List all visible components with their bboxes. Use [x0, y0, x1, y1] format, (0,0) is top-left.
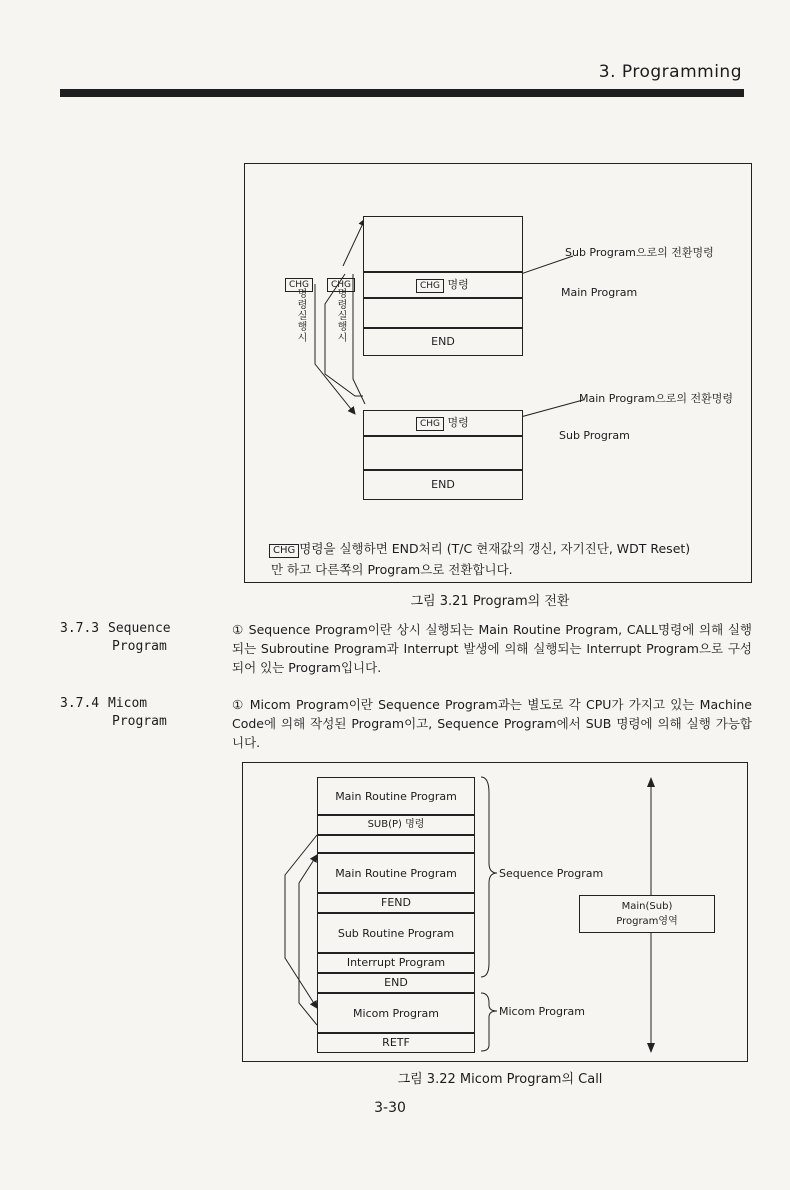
side-label-right: 명령실행시 [335, 288, 346, 343]
figure-3-21 [244, 163, 752, 583]
call-arrow-outer [285, 835, 317, 1008]
block-fend: FEND [317, 893, 475, 913]
brace-micom [481, 993, 497, 1051]
block-end: END [317, 973, 475, 993]
sub-block-end: END [363, 470, 523, 500]
label-sub-program: Sub Program [559, 429, 630, 442]
section-374-body: ① Micom Program이란 Sequence Program과는 별도로 각 CPU가 가지고 있는 Machine Code에 의해 작성된 Program이고, Sequence Program에서 SUB 명령에 의해 실행 가능합니다. [232, 697, 752, 750]
main-block-top [363, 216, 523, 272]
side-chg-left: CHG [285, 272, 313, 292]
section-374-title: Micom Program [108, 696, 167, 729]
main-block-end: END [363, 328, 523, 356]
label-main-program: Main Program [561, 286, 638, 299]
section-374-number: 3.7.4 [60, 696, 100, 711]
figure-3-22 [242, 762, 748, 1062]
label-sub-switch: Sub Program으로의 전환명령 [565, 246, 714, 259]
label-sequence-program: Sequence Program [499, 867, 604, 880]
figure-note-line1: CHG 명령을 실행하면 END처리 (T/C 현재값의 갱신, 자기진단, WDT Reset) [269, 539, 690, 558]
brace-sequence [481, 777, 497, 977]
block-sub-routine: Sub Routine Program [317, 913, 475, 953]
block-micom: Micom Program [317, 993, 475, 1033]
section-373-body: ① Sequence Program이란 상시 실행되는 Main Routine Program, CALL명령에 의해 실행되는 Subroutine Program과 Interrupt 발생에 의해 실행되는 Interrupt Program으로 구성되어 있는 Program입니다. [232, 622, 752, 675]
figure-note-line2: 만 하고 다른쪽의 Program으로 전환합니다. [271, 562, 513, 577]
section-373-title: Sequence Program [108, 621, 171, 654]
return-arrow-inner [299, 855, 317, 1025]
program-area-box: Main(Sub) Program영역 [579, 895, 715, 933]
figure-3-22-caption: 그림 3.22 Micom Program의 Call [397, 1072, 603, 1087]
running-header: 3. Programming [598, 62, 742, 82]
sub-block-chg: CHG 명령 [363, 410, 523, 436]
label-main-switch: Main Program으로의 전환명령 [579, 392, 734, 405]
main-block-mid [363, 298, 523, 328]
block-main-routine-1: Main Routine Program [317, 777, 475, 815]
page-number: 3-30 [374, 1100, 406, 1116]
main-block-chg: CHG 명령 [363, 272, 523, 298]
header-rule [60, 89, 744, 97]
block-spacer [317, 835, 475, 853]
block-sub-command: SUB(P) 명령 [317, 815, 475, 835]
figure-3-21-caption: 그림 3.21 Program의 전환 [410, 594, 570, 609]
block-interrupt: Interrupt Program [317, 953, 475, 973]
section-373-number: 3.7.3 [60, 621, 100, 636]
label-micom-program: Micom Program [499, 1005, 585, 1018]
side-chg-right: CHG [327, 272, 355, 292]
block-retf: RETF [317, 1033, 475, 1053]
side-label-left: 명령실행시 [295, 288, 306, 343]
sub-block-mid [363, 436, 523, 470]
block-main-routine-2: Main Routine Program [317, 853, 475, 893]
